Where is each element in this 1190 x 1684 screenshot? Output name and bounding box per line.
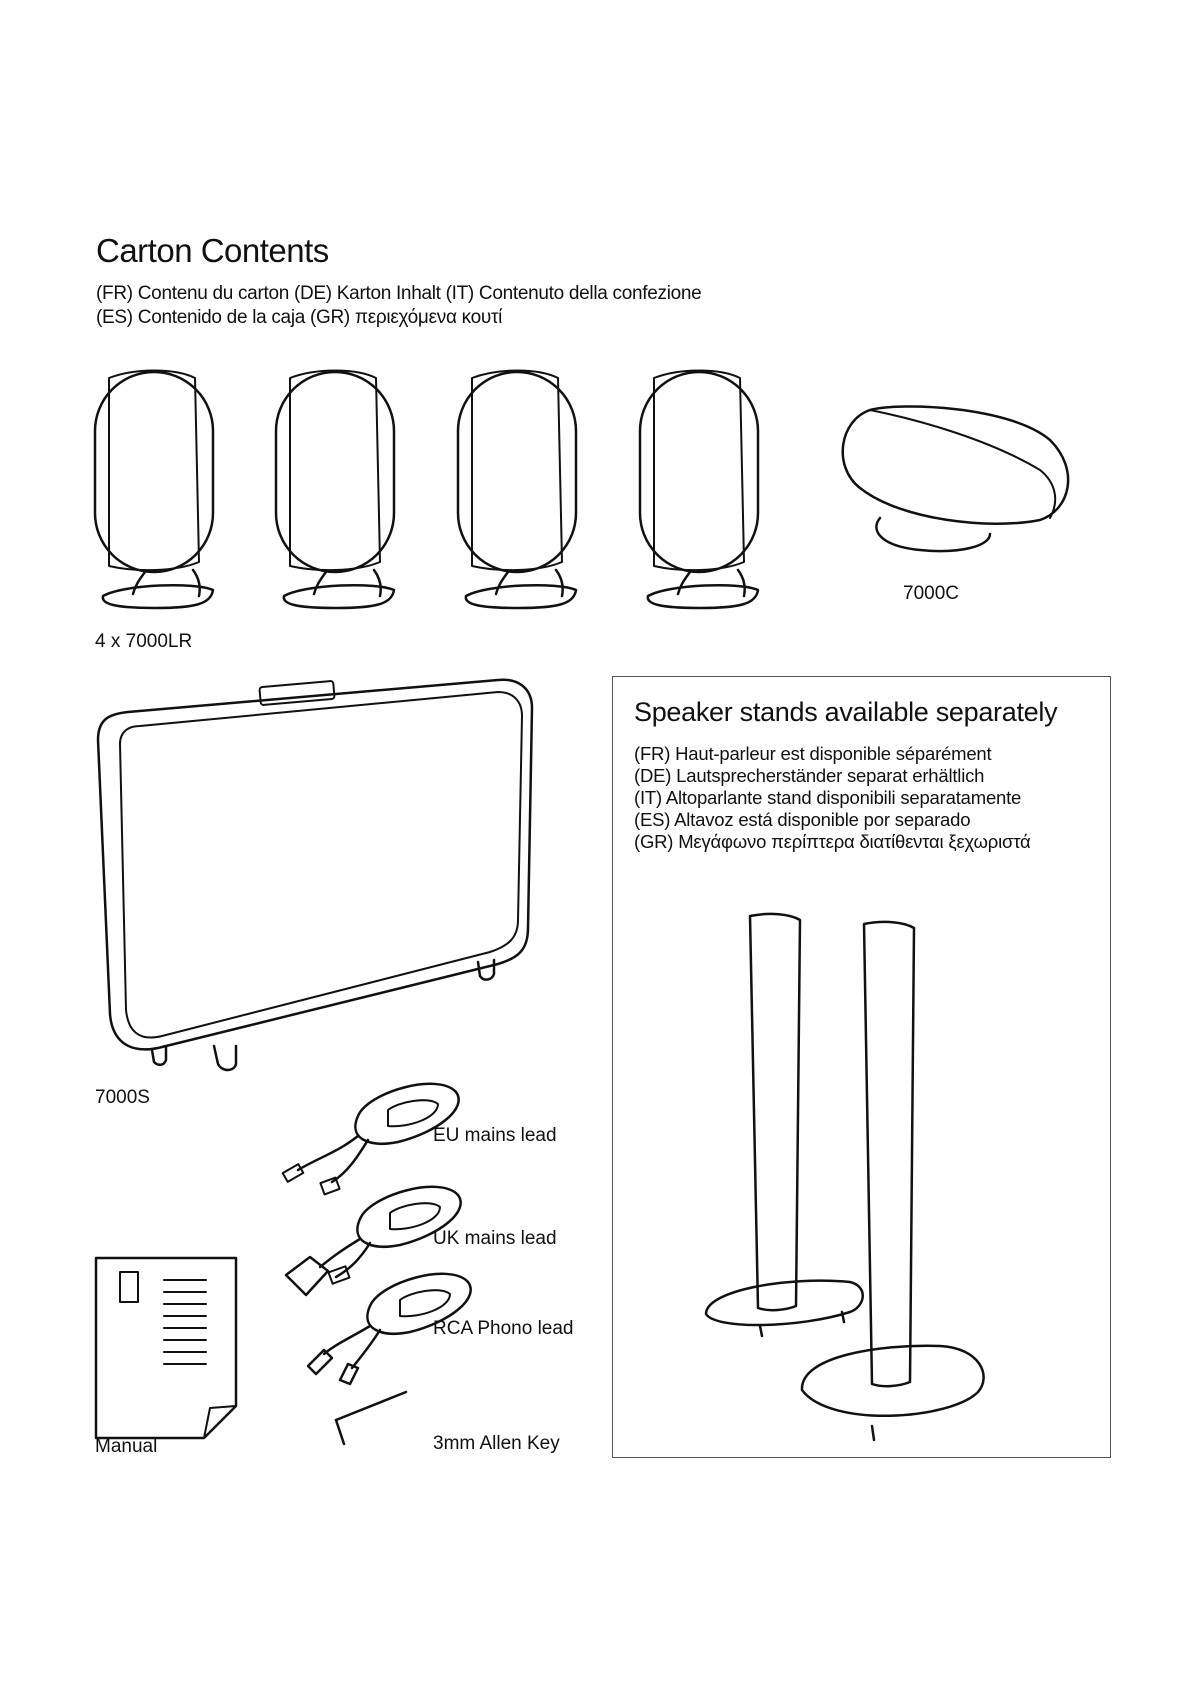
- satellites-label: 4 x 7000LR: [95, 631, 193, 652]
- stands-line-fr: (FR) Haut-parleur est disponible séparément: [634, 743, 992, 764]
- stands-line-de: (DE) Lautsprecherständer separat erhältlich: [634, 765, 985, 786]
- stands-line-it: (IT) Altoparlante stand disponibili separatamente: [634, 787, 1022, 808]
- centre-speaker-label: 7000C: [903, 583, 959, 604]
- page-title: Carton Contents: [96, 232, 329, 269]
- subwoofer-label: 7000S: [95, 1087, 150, 1108]
- stands-line-es: (ES) Altavoz está disponible por separado: [634, 809, 971, 830]
- stands-line-gr: (GR) Μεγάφωνο περίπτερα διατίθενται ξεχωριστά: [634, 831, 1031, 852]
- translations-line-1: (FR) Contenu du carton (DE) Karton Inhalt (IT) Contenuto della confezione: [96, 283, 702, 304]
- speaker-stand-front: [802, 922, 984, 1440]
- allen-key-label: 3mm Allen Key: [433, 1433, 560, 1454]
- stands-panel-title: Speaker stands available separately: [634, 697, 1058, 727]
- manual-label: Manual: [95, 1436, 158, 1457]
- eu-lead-label: EU mains lead: [433, 1125, 557, 1146]
- uk-lead-label: UK mains lead: [433, 1228, 557, 1249]
- translations-line-2: (ES) Contenido de la caja (GR) περιεχόμενα κουτί: [96, 307, 503, 328]
- speaker-stand-back: [706, 914, 863, 1336]
- rca-lead-label: RCA Phono lead: [433, 1318, 574, 1339]
